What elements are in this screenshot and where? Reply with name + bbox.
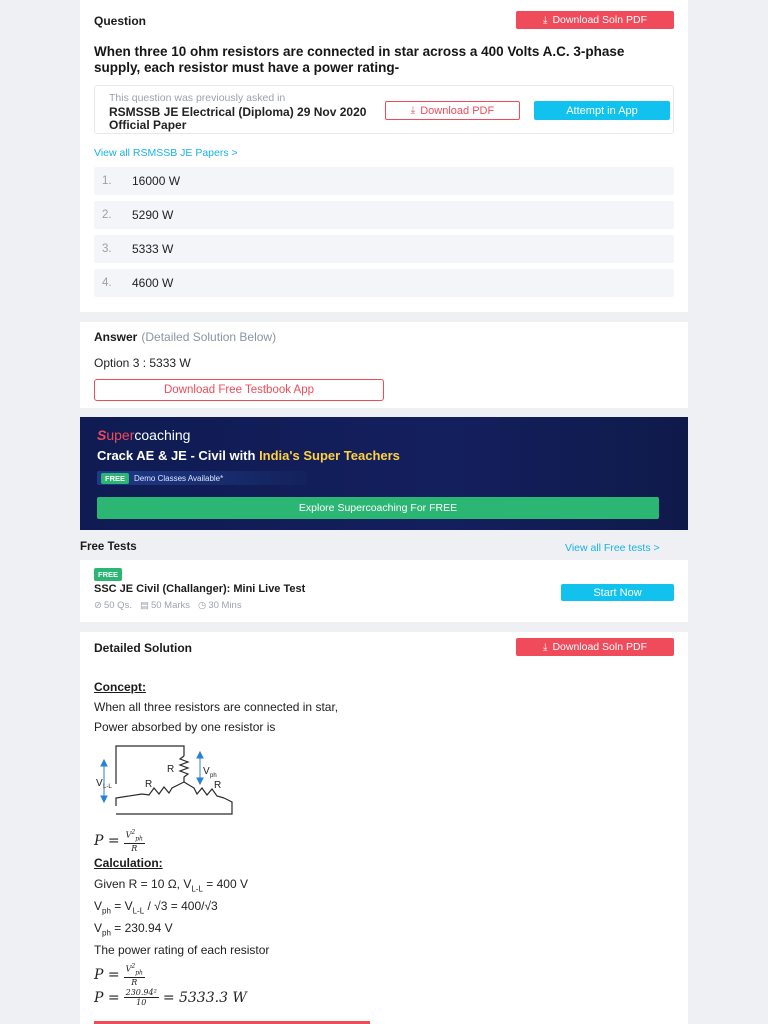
start-now-button[interactable]: Start Now <box>561 584 674 601</box>
star-resistor-diagram <box>96 742 246 818</box>
demo-text: Demo Classes Available* <box>134 473 224 483</box>
paper-name[interactable]: RSMSSB JE Electrical (Diploma) 29 Nov 2020 Official Paper <box>109 105 367 132</box>
previous-paper-box <box>94 85 674 134</box>
answer-label: Answer <box>94 330 138 344</box>
vph1-c: / √3 = 400/√3 <box>144 899 218 913</box>
free-tests-title: Free Tests <box>80 541 137 553</box>
vll-arrow-down <box>101 796 107 802</box>
time-count: 30 Mins <box>208 600 242 611</box>
questions-meta <box>94 600 132 611</box>
logo-s: S <box>97 427 107 443</box>
explore-supercoaching-button[interactable]: Explore Supercoaching For FREE <box>97 497 659 519</box>
vph-arrow-up <box>197 752 203 758</box>
given-end: = 400 V <box>202 877 248 891</box>
label-vll-sub: L-L <box>103 784 112 790</box>
banner-headline-text: Crack AE & JE - Civil with <box>97 448 260 463</box>
calculation-heading: Calculation: <box>94 856 163 870</box>
result-value: = 5333.3 W <box>162 989 247 1006</box>
question-header: Question <box>94 14 147 28</box>
concept-heading: Concept: <box>94 680 146 694</box>
solution-header: Detailed Solution <box>94 641 193 655</box>
supercoaching-logo <box>97 427 190 443</box>
concept-line-2: Power absorbed by one resistor is <box>94 720 276 734</box>
option-number: 4. <box>102 277 112 289</box>
label-r-left: R <box>145 779 153 790</box>
download-pdf-button[interactable] <box>385 101 520 120</box>
question-icon: ⊘ <box>94 600 102 611</box>
answer-heading <box>94 330 276 344</box>
wire-left <box>116 794 142 806</box>
wire-bottom <box>116 798 232 814</box>
questions-count: 50 Qs. <box>103 600 132 611</box>
vph1-sub: ph <box>102 906 111 916</box>
vph1-a: V <box>94 899 103 913</box>
download-soln-label: Download Soln PDF <box>552 641 647 653</box>
concept-line-1: When all three resistors are connected in star, <box>94 700 339 714</box>
attempt-in-app-button[interactable]: Attempt in App <box>534 101 670 120</box>
logo-coaching: coaching <box>134 427 191 443</box>
vph2-sub: ph <box>102 928 111 938</box>
power-result: P = $\frac{\text{230.94²}}{10}$ = 5333.3 W <box>94 988 247 1007</box>
option-item[interactable] <box>94 167 674 195</box>
download-soln-button[interactable] <box>516 638 674 656</box>
download-icon: ⤓ <box>410 105 416 116</box>
label-vph: V <box>203 766 210 777</box>
banner-headline <box>97 448 400 463</box>
detailed-solution-card <box>80 632 688 1024</box>
answer-subtitle: (Detailed Solution Below) <box>141 330 277 344</box>
option-number: 1. <box>102 175 112 187</box>
label-r-top: R <box>167 764 175 775</box>
vph-arrow-down <box>197 778 203 784</box>
time-meta <box>198 600 242 611</box>
download-app-button[interactable]: Download Free Testbook App <box>94 379 384 401</box>
option-text: 16000 W <box>132 174 181 188</box>
option-text: 4600 W <box>132 276 174 290</box>
free-tag: FREE <box>101 473 129 484</box>
vph1-sub2: L-L <box>132 906 145 916</box>
previous-label: This question was previously asked in <box>109 92 286 104</box>
view-all-papers-link[interactable]: View all RSMSSB JE Papers > <box>94 147 238 159</box>
test-meta <box>94 600 242 611</box>
clock-icon: ◷ <box>198 600 207 611</box>
result-denominator: 10 <box>136 998 147 1007</box>
label-vll: V <box>96 778 103 789</box>
download-soln-label: Download Soln PDF <box>552 14 647 26</box>
option-item[interactable] <box>94 235 674 263</box>
marks-icon: ▤ <box>139 600 149 611</box>
given-sub: L-L <box>191 884 203 894</box>
vph-line-1 <box>94 899 218 915</box>
power-formula-2: P = $\frac{V^2_{ph}}{R}$ <box>94 963 143 988</box>
resistor-top <box>180 756 188 782</box>
option-item[interactable] <box>94 269 674 297</box>
answer-card <box>80 322 688 408</box>
vph2-b: = 230.94 V <box>110 921 173 935</box>
supercoaching-banner[interactable] <box>80 417 688 530</box>
demo-classes-strip <box>97 471 307 485</box>
vph2-a: V <box>94 921 103 935</box>
banner-headline-highlight: India's Super Teachers <box>259 448 400 463</box>
given-text: Given R = 10 Ω, V <box>94 877 192 891</box>
given-line <box>94 877 248 893</box>
download-pdf-label: Download PDF <box>420 104 495 117</box>
power-rating-line: The power rating of each resistor <box>94 943 270 957</box>
question-card <box>80 0 688 312</box>
option-number: 3. <box>102 243 112 255</box>
marks-count: 50 Marks <box>150 600 191 611</box>
marks-meta <box>140 600 190 611</box>
option-text: 5333 W <box>132 242 174 256</box>
vph-line-2 <box>94 921 173 937</box>
logo-super: uper <box>106 427 135 443</box>
download-icon: ⤓ <box>543 641 548 653</box>
vph1-b: = V <box>110 899 133 913</box>
question-text: When three 10 ohm resistors are connected in star across a 400 Volts A.C. 3-phase supply, each resistor must have a power rating- <box>94 44 625 75</box>
download-icon: ⤓ <box>543 14 548 26</box>
label-r-right: R <box>214 780 222 791</box>
free-test-card <box>80 560 688 622</box>
power-formula-1: P = $\frac{V^2_{ph}}{R}$ <box>94 829 143 854</box>
vll-arrow-up <box>101 760 107 766</box>
result-numerator: 230.94² <box>125 988 157 997</box>
option-number: 2. <box>102 209 112 221</box>
download-soln-button[interactable] <box>516 11 674 29</box>
label-vph-sub: ph <box>210 773 217 779</box>
test-name: SSC JE Civil (Challanger): Mini Live Test <box>94 583 306 595</box>
option-item[interactable] <box>94 201 674 229</box>
view-all-free-tests-link[interactable]: View all Free tests > <box>565 542 660 554</box>
answer-value: Option 3 : 5333 W <box>94 356 191 370</box>
free-tag: FREE <box>94 568 122 581</box>
option-text: 5290 W <box>132 208 174 222</box>
